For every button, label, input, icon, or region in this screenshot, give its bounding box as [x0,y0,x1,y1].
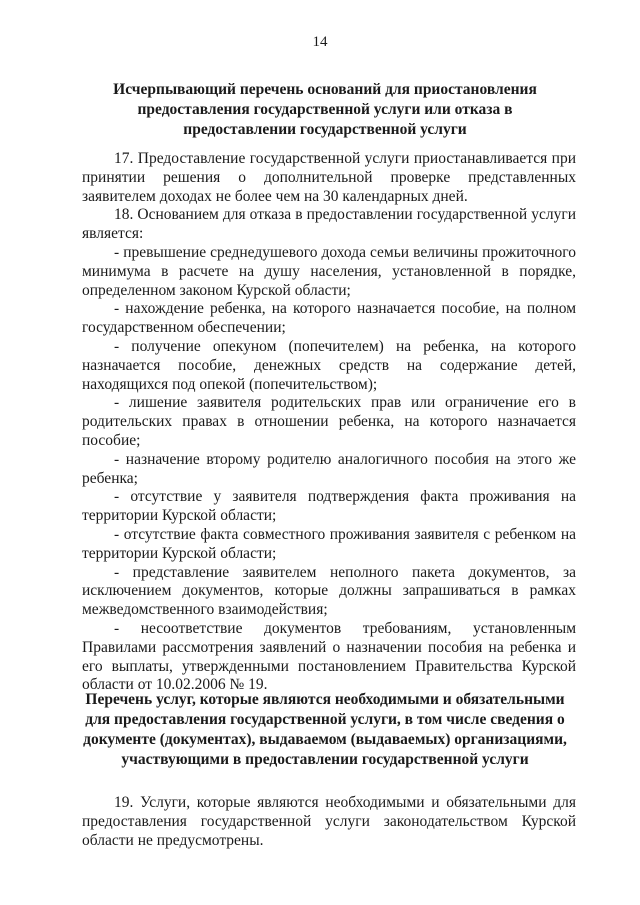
refusal-ground-item: - превышение среднедушевого дохода семьи величины прожиточного минимума в расчете на душу населения, установленной в порядке, определенном законом Курской области; [82,243,576,299]
paragraph-19: 19. Услуги, которые являются необходимыми и обязательными для предоставления государственной услуги законодательством Курской области не предусмотрены. [82,794,576,849]
paragraph-18: 18. Основанием для отказа в предоставлении государственной услуги является: [82,206,576,243]
refusal-ground-item: - нахождение ребенка, на которого назначается пособие, на полном государственном обеспечении; [82,300,576,337]
refusal-ground-item: - представление заявителем неполного пакета документов, за исключением документов, которые должны запрашиваться в рамках межведомственного взаимодействия; [82,563,576,619]
refusal-ground-item: - отсутствие у заявителя подтверждения факта проживания на территории Курской области; [82,488,576,525]
refusal-ground-item: - несоответствие документов требованиям, установленным Правилами рассмотрения заявлений о назначении пособия на ребенка и его выплаты, утвержденными постановлением Правительства Курской области от 10.02.2006 № 19. [82,619,576,694]
refusal-ground-item: - отсутствие факта совместного проживания заявителя с ребенком на территории Курской области; [82,525,576,562]
paragraph-17: 17. Предоставление государственной услуги приостанавливается при принятии решения о дополнительной проверке представленных заявителем доходах не более чем на 30 календарных дней. [82,150,576,205]
refusal-ground-item: - получение опекуном (попечителем) на ребенка, на которого назначается пособие, денежных средств на содержание детей, находящихся под опекой (попечительством); [82,337,576,393]
page-number: 14 [312,34,328,50]
refusal-ground-item: - лишение заявителя родительских прав или ограничение его в родительских правах в отношении ребенка, на которого назначается пособие; [82,394,576,449]
section-body-required-services [82,794,576,850]
section-heading-required-services: Перечень услуг, которые являются необходимыми и обязательными для предоставления государственной услуги, в том числе сведения о документе (документах), выдаваемом (выдаваемых) организациями, участвующими в предоставлении государственной услуги [83,691,567,768]
section-heading-suspension-grounds: Исчерпывающий перечень оснований для приостановления предоставления государственной услуги или отказа в предоставлении государственной услуги [113,81,537,138]
refusal-ground-item: - назначение второму родителю аналогичного пособия на этого же ребенка; [82,450,576,487]
section-body-suspension-grounds [82,150,576,695]
